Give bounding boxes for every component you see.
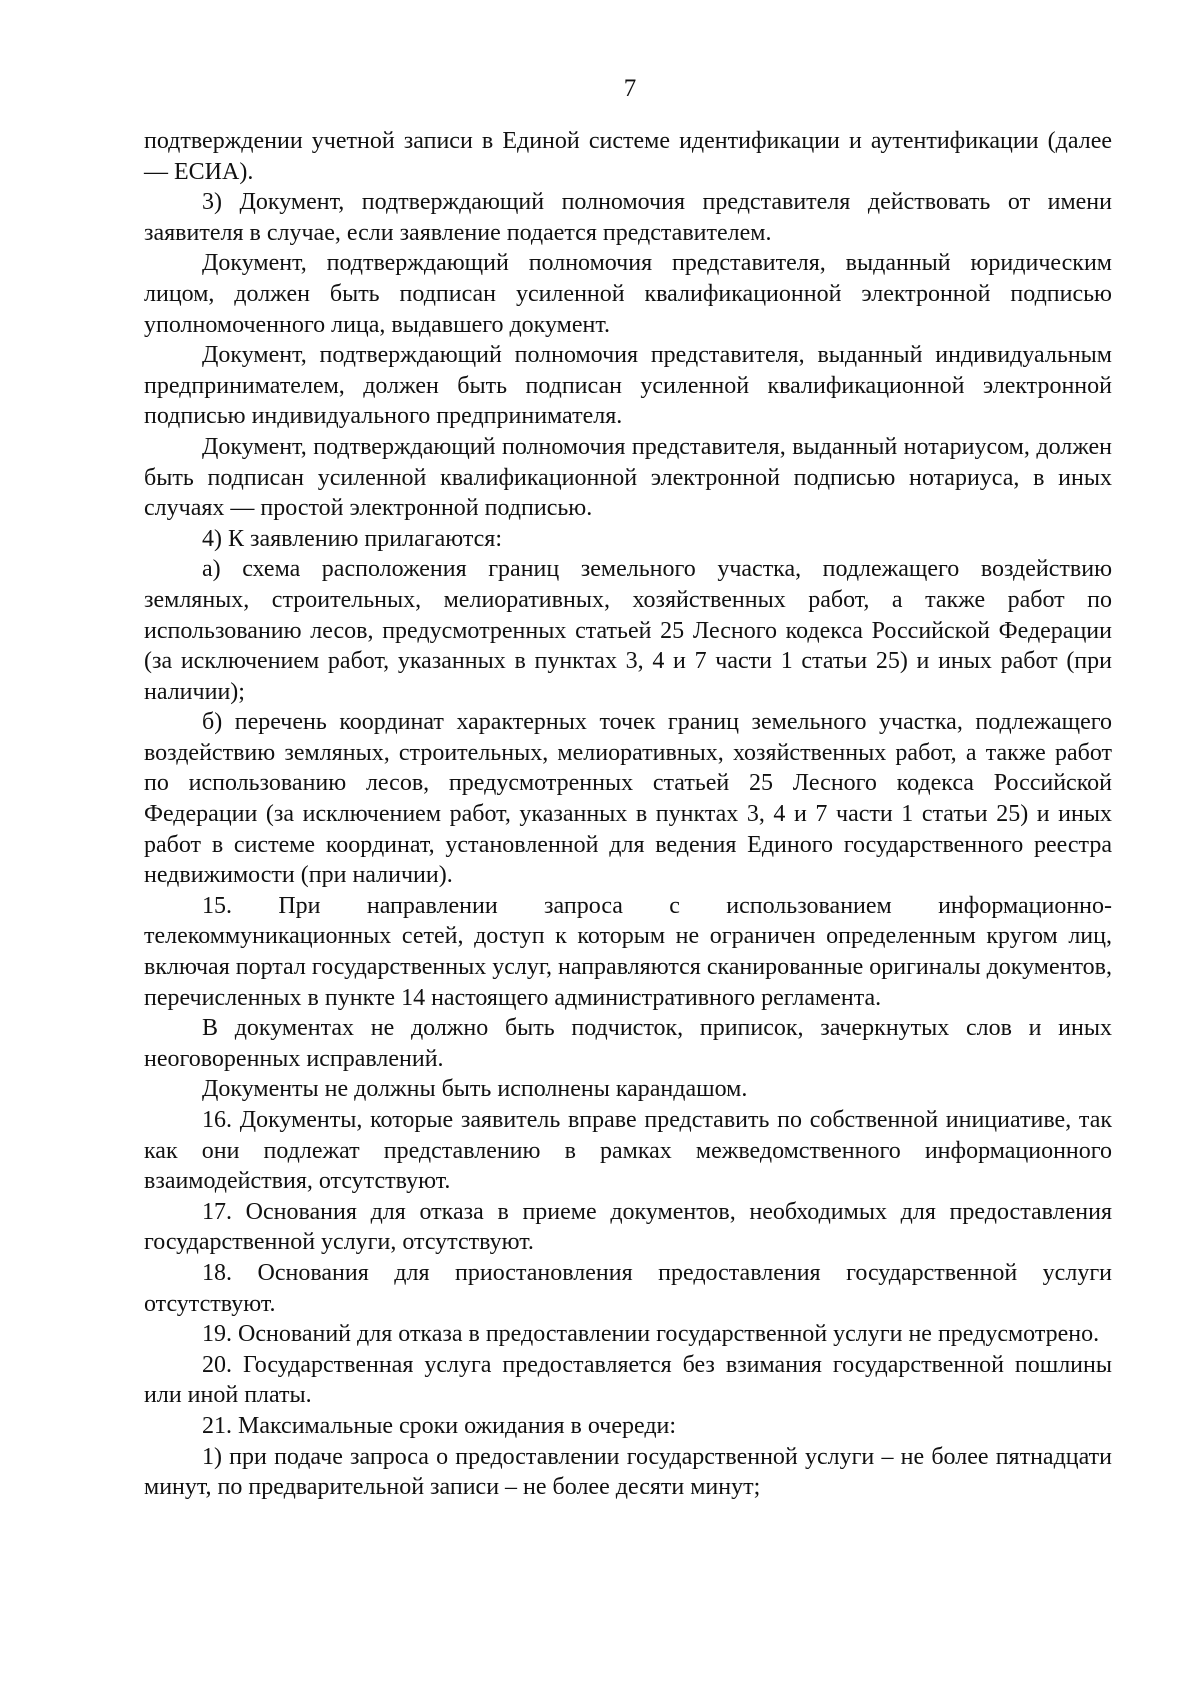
paragraph-subitem-b-coordinates-list: б) перечень координат характерных точек границ земельного участка, подлежащего воздействию земляных, строительных, мелиоративных, хозяйственных работ, а также работ по использованию лесов, предусмотренных статьей 25 Лесного кодекса Российской Федерации (за исключением работ, указанных в пунктах 3, 4 и 7 части 1 статьи 25) и иных работ в системе координат, установленной для ведения Единого государственного реестра недвижимости (при наличии). [144,709,1112,889]
paragraph-esia-continuation: подтверждении учетной записи в Единой системе идентификации и аутентификации (далее — ЕСИА). [144,128,1112,185]
paragraph-notary-signature: Документ, подтверждающий полномочия представителя, выданный нотариусом, должен быть подписан усиленной квалификационной электронной подписью нотариуса, в иных случаях — простой электронной подписью. [144,433,1112,522]
paragraph-no-pencil: Документы не должны быть исполнены карандашом. [202,1076,748,1103]
paragraph-item-3-representative-document: 3) Документ, подтверждающий полномочия представителя действовать от имени заявителя в случае, если заявление подается представителем. [144,189,1112,246]
paragraph-section-21: 21. Максимальные сроки ожидания в очереди: [202,1412,677,1439]
paragraph-no-erasures: В документах не должно быть подчисток, приписок, зачеркнутых слов и иных неоговоренных исправлений. [144,1015,1112,1072]
paragraph-section-16: 16. Документы, которые заявитель вправе представить по собственной инициативе, так как они подлежат представлению в рамках межведомственного информационного взаимодействия, отсутствуют. [144,1107,1112,1195]
paragraph-section-17: 17. Основания для отказа в приеме документов, необходимых для предоставления государственной услуги, отсутствуют. [144,1198,1112,1256]
paragraph-item-4-attachments: 4) К заявлению прилагаются: [202,525,502,552]
paragraph-section-15: 15. При направлении запроса с использованием информационно-телекоммуникационных сетей, доступ к которым не ограничен определенным кругом лиц, включая портал государственных услуг, направляются сканированные оригиналы документов, перечисленных в пункте 14 настоящего административного регламента. [144,892,1112,1011]
paragraph-subitem-a-boundary-scheme: а) схема расположения границ земельного участка, подлежащего воздействию земляных, строительных, мелиоративных, хозяйственных работ, а также работ по использованию лесов, предусмотренных статьей 25 Лесного кодекса Российской Федерации (за исключением работ, указанных в пунктах 3, 4 и 7 части 1 статьи 25) и иных работ (при наличии); [144,556,1112,705]
paragraph-section-19: 19. Оснований для отказа в предоставлении государственной услуги не предусмотрено. [202,1321,1100,1348]
page-number: 7 [623,75,637,102]
paragraph-legal-entity-signature: Документ, подтверждающий полномочия представителя, выданный юридическим лицом, должен быть подписан усиленной квалификационной электронной подписью уполномоченного лица, выдавшего документ. [144,250,1112,338]
paragraph-entrepreneur-signature: Документ, подтверждающий полномочия представителя, выданный индивидуальным предпринимателем, должен быть подписан усиленной квалификационной электронной подписью индивидуального предпринимателя. [144,342,1112,430]
paragraph-section-18: 18. Основания для приостановления предоставления государственной услуги отсутствуют. [144,1259,1112,1317]
paragraph-section-20: 20. Государственная услуга предоставляется без взимания государственной пошлины или иной платы. [144,1351,1112,1409]
paragraph-section-21-item-1: 1) при подаче запроса о предоставлении государственной услуги – не более пятнадцати минут, по предварительной записи – не более десяти минут; [144,1443,1112,1501]
document-body [144,126,1112,1503]
